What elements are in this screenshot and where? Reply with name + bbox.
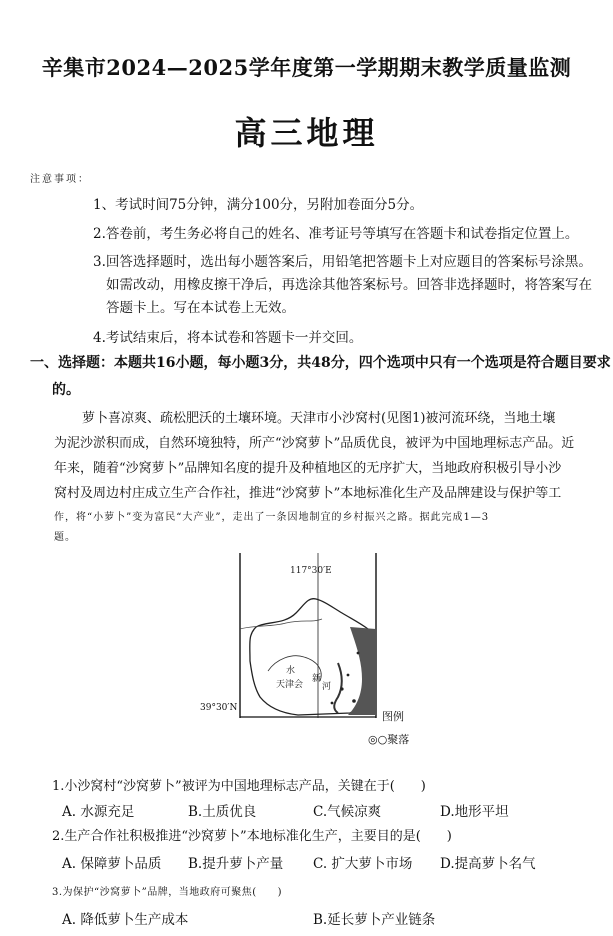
question-option: D.地形平坦 [440,804,509,820]
note-item: 1、考试时间75分钟，满分100分，另附加卷面分5分。 [93,197,424,213]
passage-line: 题。 [54,532,76,543]
note-item-continued: 如需改动，用橡皮擦干净后，再选涂其他答案标号。回答非选择题时，将答案写在 [106,277,592,293]
question-option: D.提高萝卜名气 [440,856,536,872]
passage-line: 窝村及周边村庄成立生产合作社，推进“沙窝萝卜”本地标准化生产及品牌建设与保护等工 [54,486,562,501]
legend-title: 图例 [382,710,404,723]
question-option: A. 保障萝卜品质 [62,856,162,872]
note-item: 2.答卷前，考生务必将自己的姓名、准考证号等填写在答题卡和试卷指定位置上。 [93,226,579,242]
question-stem: 1.小沙窝村“沙窝萝卜”被评为中国地理标志产品，关键在于( ) [52,779,426,794]
question-stem: 3.为保护“沙窝萝卜”品牌，当地政府可聚焦( ) [52,887,283,898]
question-option: A. 降低萝卜生产成本 [62,912,189,928]
question-option: B.延长萝卜产业链条 [313,912,436,928]
notes-heading: 注意事项： [30,174,90,185]
section-heading: 一、选择题：本题共16小题，每小题3分，共48分，四个选项中只有一个选项是符合题目要求 [30,355,611,371]
note-item-continued: 答题卡上。写在本试卷上无效。 [106,300,295,316]
question-option: B.提升萝卜产量 [188,856,284,872]
note-item: 4.考试结束后，将本试卷和答题卡一并交回。 [93,330,363,346]
map-place-label: 河 [322,682,332,692]
passage-line: 为泥沙淤积而成，自然环境独特，所产“沙窝萝卜”品质优良，被评为中国地理标志产品。近 [54,436,575,451]
question-option: B.土质优良 [188,804,257,820]
latitude-label: 39°30′N [200,703,238,713]
legend-item: ◎○聚落 [368,733,410,746]
question-option: C.气候凉爽 [313,804,382,820]
note-item: 3.回答选择题时，选出每小题答案后，用铅笔把答题卡上对应题目的答案标号涂黑。 [93,254,592,270]
village-map [238,553,378,718]
passage-line: 年来，随着“沙窝萝卜”品牌知名度的提升及种植地区的无序扩大，当地政府积极引导小沙 [54,461,562,476]
map-place-label: 新 [312,674,322,684]
question-stem: 2.生产合作社积极推进“沙窝萝卜”本地标准化生产，主要目的是( ) [52,829,452,844]
subject-title: 高三地理 [234,114,379,152]
map-place-label: 水 [286,666,296,676]
longitude-label: 117°30′E [290,566,332,576]
map-place-label: 天津会 [276,680,304,690]
question-option: A. 水源充足 [62,804,135,820]
section-heading-continued: 的。 [52,382,80,398]
question-option: C. 扩大萝卜市场 [313,856,413,872]
passage-line: 萝卜喜凉爽、疏松肥沃的土壤环境。天津市小沙窝村(见图1)被河流环绕，当地土壤 [82,411,556,426]
passage-line: 作，将“小萝卜”变为富民“大产业”，走出了一条因地制宜的乡村振兴之路。据此完成1—3 [54,512,490,523]
exam-title: 辛集市2024—2025学年度第一学期期末教学质量监测 [41,55,572,80]
